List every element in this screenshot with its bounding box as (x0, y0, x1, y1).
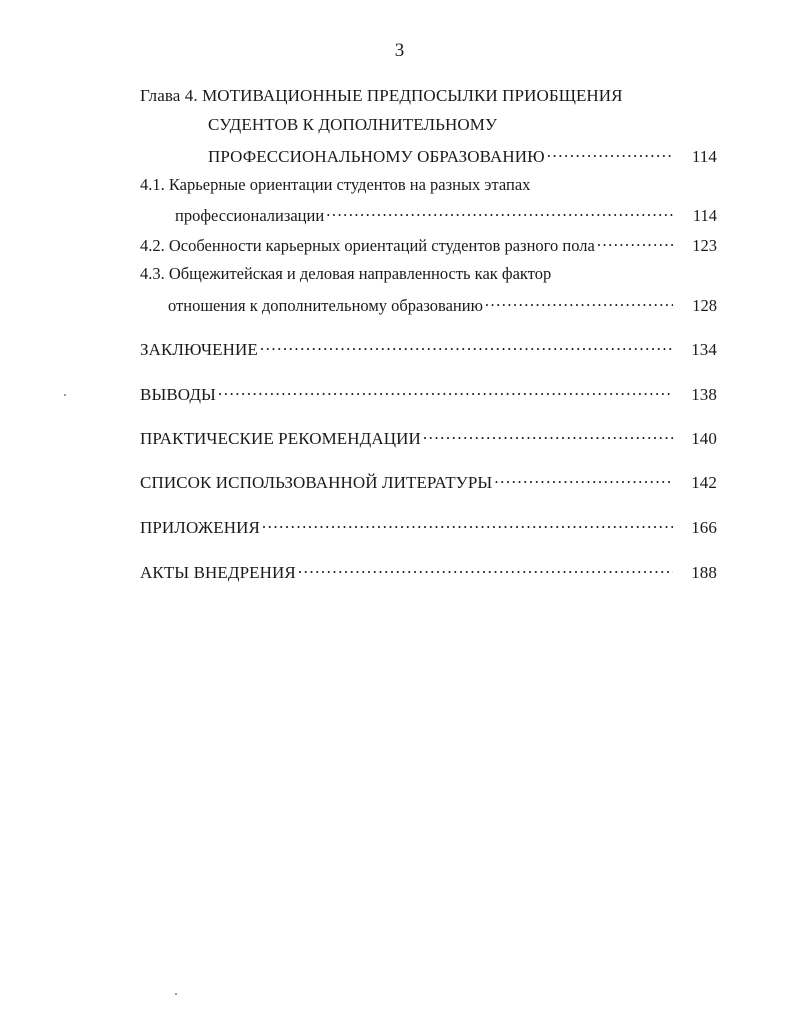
dot-leader (298, 561, 673, 578)
page-ref: 114 (691, 147, 717, 166)
dot-leader (597, 234, 673, 251)
entry-title: СПИСОК ИСПОЛЬЗОВАННОЙ ЛИТЕРАТУРЫ (140, 473, 493, 492)
entry-title: АКТЫ ВНЕДРЕНИЯ (140, 563, 296, 582)
toc-entry-section-4-1[interactable] (175, 204, 717, 226)
section-4-1-title-line2: профессионализации (175, 205, 325, 225)
page-ref: 114 (692, 205, 717, 225)
section-4-3-title-line2: отношения к дополнительному образованию (168, 295, 483, 315)
page-ref: 134 (691, 340, 717, 359)
scan-speck (175, 993, 177, 995)
section-4-3-title-line1: 4.3. Общежитейская и деловая направленность как фактор (140, 264, 552, 283)
dot-leader (423, 427, 673, 444)
page-ref: 128 (692, 295, 717, 315)
chapter-title-line2: СУДЕНТОВ К ДОПОЛНИТЕЛЬНОМУ (208, 115, 498, 134)
toc-entry-conclusion[interactable] (140, 338, 717, 360)
page-ref: 123 (692, 235, 717, 255)
dot-leader (485, 294, 673, 311)
toc-entry-findings[interactable] (140, 383, 717, 405)
dot-leader (547, 145, 673, 162)
dot-leader (494, 471, 673, 488)
toc-entry-chapter-4[interactable] (208, 145, 717, 167)
entry-title: ПРАКТИЧЕСКИЕ РЕКОМЕНДАЦИИ (140, 429, 421, 448)
section-4-2-title: 4.2. Особенности карьерных ориентаций студентов разного пола (140, 235, 595, 255)
page-ref: 188 (691, 563, 717, 582)
dot-leader (218, 383, 673, 400)
page-ref: 140 (691, 429, 717, 448)
entry-title: ВЫВОДЫ (140, 385, 216, 404)
page-ref: 138 (691, 385, 717, 404)
entry-title: ЗАКЛЮЧЕНИЕ (140, 340, 258, 359)
chapter-title-line3: ПРОФЕССИОНАЛЬНОМУ ОБРАЗОВАНИЮ (208, 147, 545, 166)
toc-entry-recommendations[interactable] (140, 427, 717, 449)
toc-entry-section-4-3[interactable] (168, 294, 717, 316)
page-number: 3 (394, 40, 405, 61)
toc-entry-appendices[interactable] (140, 516, 717, 538)
toc-entry-implementation-acts[interactable] (140, 561, 717, 583)
chapter-title-line1: Глава 4. МОТИВАЦИОННЫЕ ПРЕДПОСЫЛКИ ПРИОБЩЕНИЯ (140, 86, 623, 105)
dot-leader (260, 338, 673, 355)
toc-entry-bibliography[interactable] (140, 471, 717, 493)
page-ref: 166 (691, 518, 717, 537)
entry-title: ПРИЛОЖЕНИЯ (140, 518, 260, 537)
scan-speck (64, 394, 66, 396)
dot-leader (262, 516, 673, 533)
section-4-1-title-line1: 4.1. Карьерные ориентации студентов на разных этапах (140, 175, 531, 194)
page-ref: 142 (691, 473, 717, 492)
dot-leader (326, 204, 673, 221)
toc-entry-section-4-2[interactable] (140, 234, 717, 256)
